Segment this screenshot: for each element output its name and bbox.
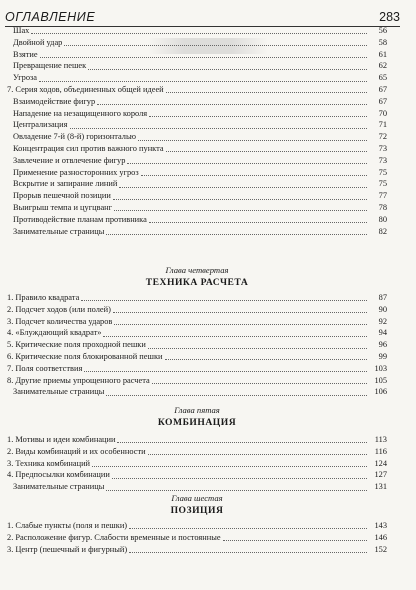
dot-leader	[166, 150, 367, 152]
chapter-number: Глава пятая	[174, 405, 220, 415]
dot-leader	[112, 477, 367, 479]
toc-entry	[7, 304, 387, 316]
toc-entry-page: 106	[374, 387, 387, 397]
toc-entry-page: 127	[374, 470, 387, 480]
toc-entry	[7, 316, 387, 328]
toc-entry	[7, 434, 387, 446]
toc-block-chapter6	[7, 520, 387, 555]
toc-entry-page: 92	[378, 316, 387, 326]
chapter-heading-4	[7, 265, 387, 288]
toc-entry-title: 7. Серия ходов, объединенных общей идеей	[7, 84, 164, 94]
toc-entry-title: Концентрация сил против важного пункта	[13, 143, 164, 153]
toc-entry-title: Угроза	[13, 73, 38, 83]
chapter-title: КОМБИНАЦИЯ	[157, 417, 237, 428]
dot-leader	[114, 323, 367, 325]
toc-entry-page: 58	[378, 37, 387, 47]
toc-entry-title: 3. Центр (пешечный и фигурный)	[7, 544, 128, 554]
toc-entry	[7, 214, 387, 226]
toc-entry-title: Централизация	[13, 120, 68, 130]
toc-entry	[7, 446, 387, 458]
toc-entry-title: 2. Подсчет ходов (или полей)	[7, 304, 111, 314]
dot-leader	[138, 139, 367, 141]
dot-leader	[113, 198, 367, 200]
dot-leader	[114, 209, 367, 211]
toc-entry-title: 3. Подсчет количества ударов	[7, 316, 113, 326]
dot-leader	[97, 103, 367, 105]
toc-entry	[7, 60, 387, 72]
toc-entry-title: Выигрыш темпа и цугцванг	[13, 202, 113, 212]
dot-leader	[39, 80, 367, 82]
toc-entry-page: 70	[378, 108, 387, 118]
toc-entry-title: 2. Расположение фигур. Слабости временные и постоянные	[7, 532, 221, 542]
toc-entry	[7, 108, 387, 120]
toc-entry-page: 143	[374, 521, 387, 530]
dot-leader	[149, 221, 367, 223]
dot-leader	[127, 162, 367, 164]
toc-entry-page: 62	[378, 61, 387, 71]
toc-entry-page: 56	[378, 26, 387, 35]
toc-block-chapter4	[7, 292, 387, 398]
toc-entry-title: 5. Критические поля проходной пешки	[7, 340, 146, 350]
toc-entry	[7, 363, 387, 375]
toc-entry-page: 71	[378, 120, 387, 130]
toc-entry-title: 3. Техника комбинаций	[7, 458, 91, 468]
toc-entry-page: 72	[378, 132, 387, 142]
dot-leader	[223, 539, 367, 541]
dot-leader	[165, 358, 367, 360]
toc-entry	[7, 155, 387, 167]
toc-entry-page: 103	[374, 363, 387, 373]
dot-leader	[31, 32, 367, 34]
toc-entry-page: 73	[378, 143, 387, 153]
dot-leader	[141, 174, 367, 176]
chapter-number: Глава четвертая	[165, 265, 229, 275]
toc-entry	[7, 178, 387, 190]
toc-entry-page: 94	[378, 328, 387, 338]
toc-entry	[7, 190, 387, 202]
dot-leader	[106, 489, 367, 491]
toc-entry-page: 87	[378, 293, 387, 302]
toc-entry-page: 67	[378, 96, 387, 106]
toc-block-chapter3-continued	[7, 25, 387, 237]
dot-leader	[88, 68, 367, 70]
toc-entry-title: 8. Другие приемы упрощенного расчета	[7, 375, 150, 385]
toc-entry	[7, 143, 387, 155]
toc-entry-page: 73	[378, 155, 387, 165]
toc-entry	[7, 72, 387, 84]
toc-entry	[7, 375, 387, 387]
chapter-heading-5	[7, 405, 387, 428]
toc-entry-page: 152	[374, 544, 387, 554]
toc-entry-page: 65	[378, 73, 387, 83]
toc-entry-page: 96	[378, 340, 387, 350]
page-number: 283	[379, 10, 400, 24]
toc-entry-title: 1. Правило квадрата	[7, 293, 80, 302]
toc-entry-page: 78	[378, 202, 387, 212]
chapter-heading-6	[7, 493, 387, 516]
toc-entry-title: Превращение пешек	[13, 61, 87, 71]
toc-entry-title: Овладение 7-й (8-й) горизонталью	[13, 132, 137, 142]
toc-entry	[7, 37, 387, 49]
toc-entry	[7, 119, 387, 131]
toc-entry-title: 4. Предпосылки комбинации	[7, 470, 110, 480]
dot-leader	[129, 551, 367, 553]
toc-entry-title: Занимательные страницы	[13, 387, 105, 397]
dot-leader	[84, 370, 367, 372]
toc-entry	[7, 167, 387, 179]
toc-entry	[7, 84, 387, 96]
toc-entry-title: 2. Виды комбинаций и их особенности	[7, 446, 146, 456]
toc-entry	[7, 544, 387, 556]
dot-leader	[40, 56, 367, 58]
toc-entry-page: 113	[374, 435, 387, 444]
toc-entry-title: 6. Критические поля блокированной пешки	[7, 351, 163, 361]
toc-entry-page: 80	[378, 214, 387, 224]
toc-entry-page: 75	[378, 179, 387, 189]
chapter-title: ПОЗИЦИЯ	[170, 505, 224, 516]
toc-entry-page: 77	[378, 191, 387, 201]
toc-entry	[7, 327, 387, 339]
toc-entry-title: Занимательные страницы	[13, 226, 105, 236]
toc-entry-title: Вскрытие и запирание линий	[13, 179, 118, 189]
toc-entry-title: 1. Слабые пункты (поля и пешки)	[7, 521, 128, 530]
toc-entry	[7, 469, 387, 481]
toc-entry-page: 61	[378, 49, 387, 59]
toc-entry	[7, 49, 387, 61]
dot-leader	[70, 127, 368, 129]
toc-entry-title: Прорыв пешечной позиции	[13, 191, 111, 201]
toc-entry-page: 99	[378, 351, 387, 361]
toc-entry-page: 82	[378, 226, 387, 236]
toc-block-chapter5	[7, 434, 387, 493]
dot-leader	[152, 382, 367, 384]
dot-leader	[106, 233, 367, 235]
chapter-title: ТЕХНИКА РАСЧЕТА	[145, 277, 249, 288]
toc-entry-page: 67	[378, 84, 387, 94]
toc-entry-title: 1. Мотивы и идеи комбинации	[7, 435, 116, 444]
toc-entry-title: Двойной удар	[13, 37, 63, 47]
dot-leader	[129, 527, 367, 529]
dot-leader	[148, 347, 367, 349]
toc-entry-title: Взаимодействие фигур	[13, 96, 96, 106]
dot-leader	[92, 465, 367, 467]
toc-entry-title: 7. Поля соответствия	[7, 363, 83, 373]
toc-entry	[7, 458, 387, 470]
toc-entry-page: 105	[374, 375, 387, 385]
toc-entry	[7, 25, 387, 37]
toc-entry-title: Шах	[13, 26, 30, 35]
toc-entry	[7, 386, 387, 398]
toc-entry	[7, 520, 387, 532]
dot-leader	[119, 186, 367, 188]
dot-leader	[117, 441, 367, 443]
dot-leader	[113, 311, 367, 313]
dot-leader	[103, 335, 367, 337]
toc-entry	[7, 292, 387, 304]
toc-entry	[7, 226, 387, 238]
dot-leader	[148, 453, 367, 455]
page-header	[5, 2, 400, 27]
dot-leader	[149, 115, 367, 117]
toc-entry-title: Занимательные страницы	[13, 482, 105, 492]
toc-entry	[7, 339, 387, 351]
dot-leader	[64, 44, 367, 46]
toc-entry	[7, 351, 387, 363]
toc-entry-title: Взятие	[13, 49, 38, 59]
toc-entry-page: 146	[374, 532, 387, 542]
toc-entry	[7, 481, 387, 493]
toc-entry	[7, 532, 387, 544]
toc-entry-title: Противодействие планам противника	[13, 214, 147, 224]
toc-entry	[7, 131, 387, 143]
toc-entry	[7, 96, 387, 108]
toc-entry-title: Нападение на незащищенного короля	[13, 108, 148, 118]
dot-leader	[106, 394, 367, 396]
dot-leader	[81, 299, 367, 301]
dot-leader	[166, 91, 367, 93]
toc-entry-page: 116	[374, 446, 387, 456]
running-title: ОГЛАВЛЕНИЕ	[5, 10, 96, 24]
toc-entry	[7, 202, 387, 214]
toc-entry-page: 131	[374, 482, 387, 492]
toc-entry-page: 75	[378, 167, 387, 177]
toc-entry-title: Завлечение и отвлечение фигур	[13, 155, 126, 165]
toc-entry-page: 124	[374, 458, 387, 468]
chapter-number: Глава шестая	[171, 493, 223, 503]
toc-entry-title: 4. «Блуждающий квадрат»	[7, 328, 102, 338]
toc-entry-page: 90	[378, 304, 387, 314]
toc-entry-title: Применение разносторонних угроз	[13, 167, 139, 177]
